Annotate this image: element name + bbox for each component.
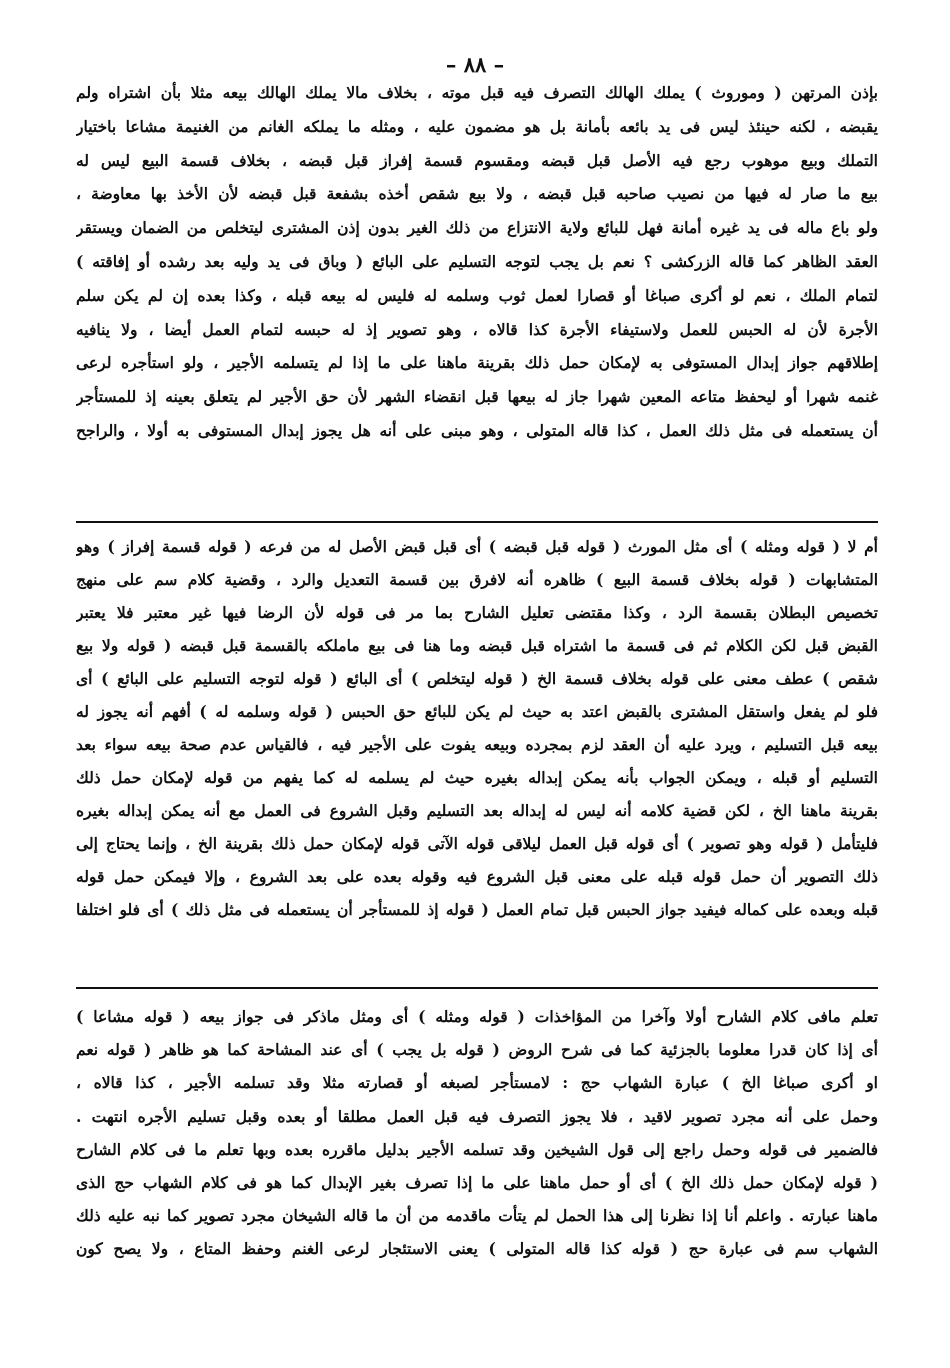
commentary-line: أم لا ( قوله ومثله ) أى مثل المورث ( قوله قبل قبضه ) أى قبل قبض الأصل له من فرعه ( قوله قسمة إفراز ) وهو <box>76 537 878 556</box>
commentary-line: تخصيص البطلان بقسمة الرد ، وكذا مقتضى تعليل الشارح بما مر فى قوله لأن الرضا فيها غير معتبر فلا يعتبر <box>76 603 878 622</box>
commentary-line: القبض قبل لكن الكلام ثم فى قسمة ما اشتراه قبل قبضه وما هنا فى بيع ماملكه بالقسمة قبل قبضه ( قوله ولا بيع <box>76 636 878 655</box>
page-number: – ٨٨ – <box>445 52 505 77</box>
commentary-line: بيعه قبل التسليم ، ويرد عليه أن العقد لزم بمجرده وبيعه يفوت على الأجير فيه ، فالقياس عدم صحة بيعه سواء بعد <box>76 735 878 754</box>
main-text-line: بإذن المرتهن ( وموروث ) يملك الهالك التصرف فيه قبل موته ، بخلاف مالا يملك الهالك بيعه مثلا بأن اشتراه ولم <box>76 83 878 102</box>
main-text-line: العقد الظاهر كما قاله الزركشى ؟ نعم بل يجب لتوجه التسليم على البائع ( وباق فى يد وليه بعد رشده أو إفاقته ) <box>76 251 878 271</box>
commentary-line: تعلم مافى كلام الشارح أولا وآخرا من المؤاخذات ( قوله ومثله ) أى ومثل ماذكر فى جواز بيعه ( قوله مشاعا ) <box>76 1007 878 1026</box>
main-text-line: غنمه شهرا أو ليحفظ متاعه المعين شهرا جاز له بيعها قبل انقضاء الشهر لأن حق الأجير لم يتعلق بعينه إذ للمستأجر <box>76 387 878 407</box>
main-text-line: يقبضه ، لكنه حينئذ ليس فى يد بائعه بأمانة بل هو مضمون عليه ، ومثله ما يملكه الغانم من الغنيمة مشاعا باختيار <box>76 116 878 136</box>
commentary-line: ذلك التصوير أن حمل قوله قبله على معنى قبل الشروع فيه وقوله بعده على بعد الشروع ، وإلا فيمكن حمل قوله <box>76 867 878 886</box>
main-text-block <box>76 76 878 448</box>
commentary-block-1 <box>76 530 878 926</box>
commentary-line: وحمل على أنه مجرد تصوير لاقيد ، فلا يجوز التصرف فيه قبل العمل مطلقا أو بعده وقبل تسليم الأجره انتهت . <box>76 1106 878 1126</box>
commentary-line: الشهاب سم فى عبارة حج ( قوله كذا قاله المتولى ) يعنى الاستئجار لرعى الغنم وحفظ المتاع ، ولا يصح كون <box>76 1239 878 1259</box>
main-text-line: الأجرة لأن له الحبس للعمل ولاستيفاء الأجرة كذا قالاه ، وهو تصوير إذ له حبسه لتمام العمل أيضا ، ولا ينافيه <box>76 319 878 339</box>
commentary-line: فليتأمل ( قوله وهو تصوير ) أى قوله قبل العمل ليلاقى قوله الآتى قوله لإمكان حمل ذلك بقرينة الخ ، وإنما يحتاج إلى <box>76 834 878 853</box>
commentary-line: او أكرى صباغا الخ ) عبارة الشهاب حج : لامستأجر لصبغه أو قصارته مثلا وقد تسلمه الأجير ، كذا قالاه ، <box>76 1073 878 1093</box>
commentary-line: أى إذا كان قدرا معلوما بالجزئية كما فى شرح الروض ( قوله بل يجب ) أى عند المشاحة كما هو ظاهر ( قوله نعم <box>76 1040 878 1060</box>
commentary-line: شقص ) عطف معنى على قوله بخلاف قسمة الخ ( قوله ليتخلص ) أى البائع ( قوله لتوجه التسليم على البائع ) أى <box>76 669 878 688</box>
commentary-line: التسليم أو قبله ، ويمكن الجواب بأنه يمكن إبداله بغيره حيث لم يسلمه له كما يفهم من قوله لإمكان حمل ذلك <box>76 768 878 787</box>
main-text-line: ولو باع ماله فى يد غيره أمانة فهل للبائع ولاية الانتزاع من ذلك الغير بدون إذن المشترى ليتخلص من الضمان ويستقر <box>76 218 878 238</box>
section-divider <box>76 987 878 989</box>
commentary-line: بقرينة ماهنا الخ ، لكن قضية كلامه أنه ليس له إبداله بعد التسليم وقبل الشروع فى العمل مع أنه يمكن إبداله بغيره <box>76 801 878 820</box>
main-text-line: بيع ما صار له فيها من نصيب صاحبه قبل قبضه ، ولا بيع شقص أخذه بشفعة قبل قبضه لأن الأخذ بها معاوضة ، <box>76 184 878 204</box>
main-text-line: التملك وبيع موهوب رجع فيه الأصل قبل قبضه ومقسوم قسمة إفراز قبل قبضه ، بخلاف قسمة البيع ليس له <box>76 150 878 170</box>
main-text-line: إطلاقهم جواز إبدال المستوفى به لإمكان حمل ذلك بقرينة ماهنا على ما إذا لم يتسلمه الأجير ، ولو استأجره لرعى <box>76 353 878 373</box>
commentary-line: فلو لم يفعل واستقل المشترى بالقبض اعتد به حيث لم يكن للبائع حق الحبس ( قوله وسلمه له ) أفهم أنه يجوز له <box>76 702 878 721</box>
main-text-line: لتمام الملك ، نعم لو أكرى صباغا أو قصارا لعمل ثوب وسلمه له فليس له بيعه قبله ، وكذا بعده إن لم يكن سلم <box>76 285 878 305</box>
commentary-line: المتشابهات ( قوله بخلاف قسمة البيع ) ظاهره أنه لافرق بين قسمة التعديل والرد ، وقضية كلام سم على منهج <box>76 570 878 589</box>
commentary-line: ( قوله لإمكان حمل ذلك الخ ) أى أو حمل ماهنا على ما إذا تصرف بغير الإبدال كما هو فى كلام الشهاب حج الذى <box>76 1172 878 1192</box>
main-text-line: أن يستعمله فى مثل ذلك العمل ، كذا قاله المتولى ، وهو مبنى على أنه هل يجوز إبدال المستوفى به أولا ، والراجح <box>76 420 878 440</box>
commentary-line: ماهنا عبارته . واعلم أنا إذا نظرنا إلى هذا الحمل لم يتأت ماقدمه من أن ما قاله الشيخان مجرد تصوير كما نبه عليه ذلك <box>76 1206 878 1226</box>
section-divider <box>76 521 878 523</box>
commentary-block-2 <box>76 1000 878 1266</box>
commentary-line: قبله وبعده على كماله فيفيد جواز الحبس قبل تمام العمل ( قوله إذ للمستأجر أن يستعمله فى مثل ذلك ) أى فلو اختلفا <box>76 900 878 919</box>
commentary-line: فالضمير فى قوله وحمل راجع إلى قول الشيخين وقد تسلمه الأجير بدليل ماقرره بعده وبها تعلم ما فى كلام الشارح <box>76 1139 878 1159</box>
